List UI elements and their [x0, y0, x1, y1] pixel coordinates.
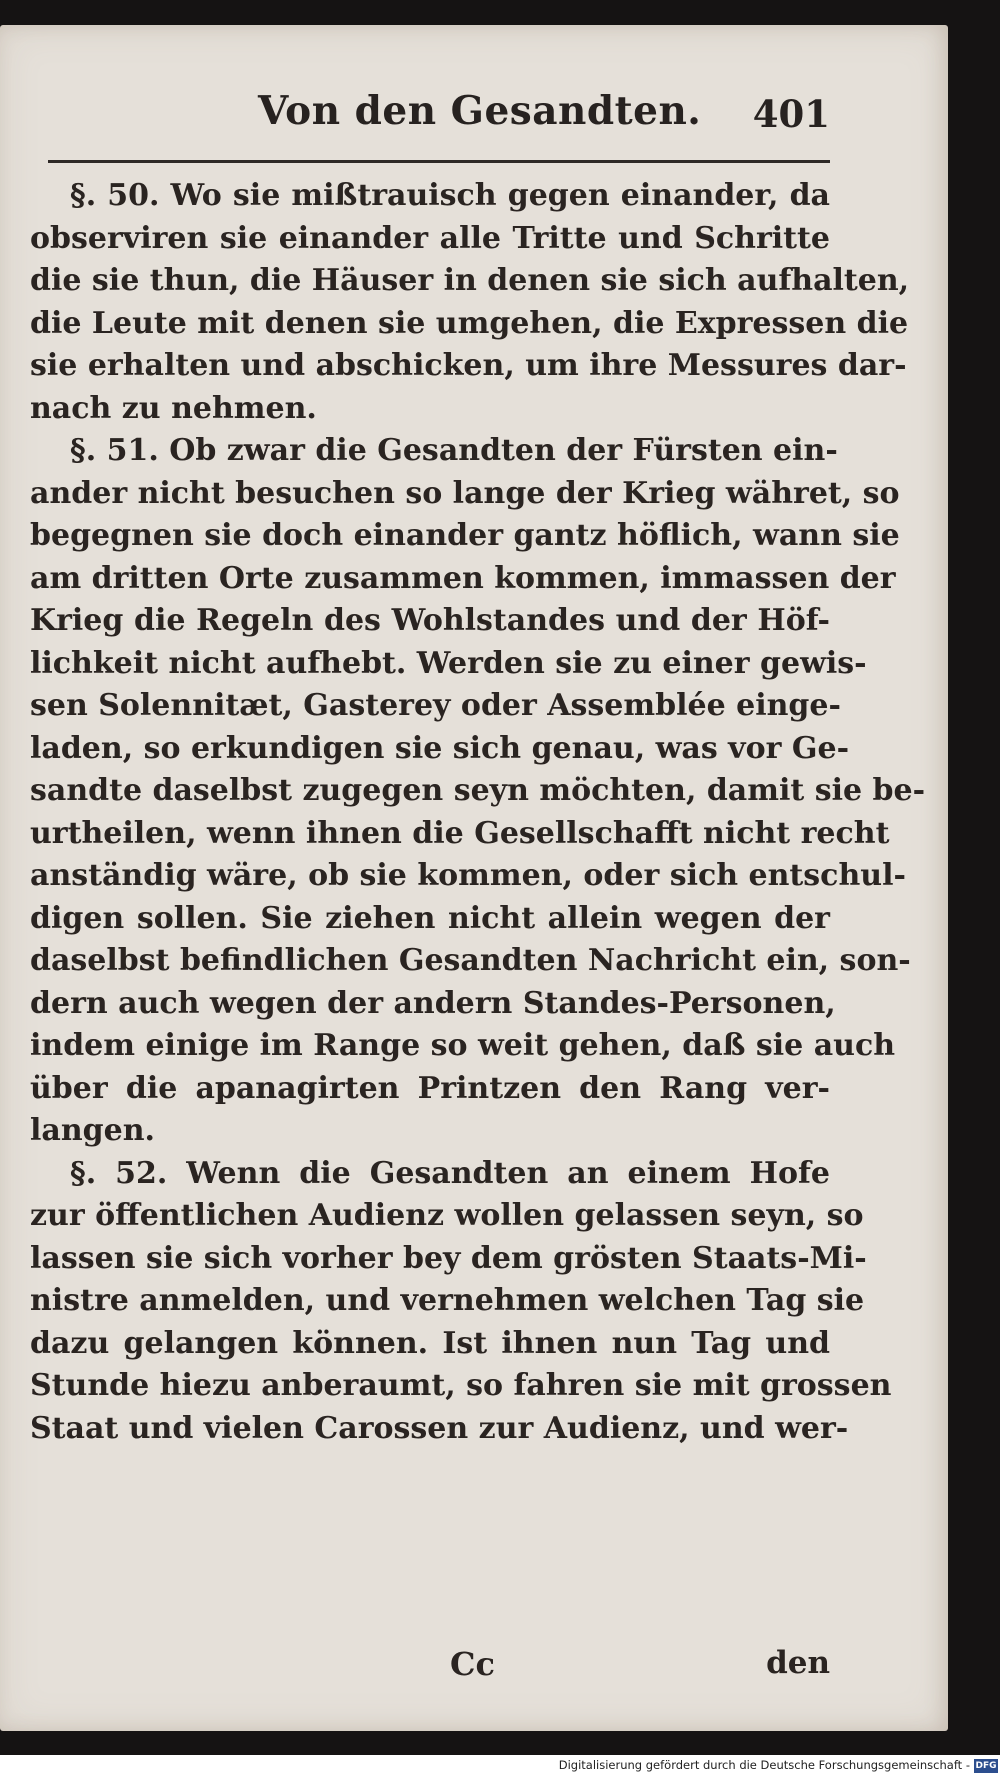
text-line: §. 52. Wenn die Gesandten an einem Hofe [70, 1155, 830, 1191]
text-line: Stunde hiezu anberaumt, so fahren sie mit grossen [30, 1368, 892, 1403]
funding-note: Digitalisierung gefördert durch die Deutsche Forschungsgemeinschaft - [558, 1758, 970, 1772]
text-line: die sie thun, die Häuser in denen sie sich aufhalten, [30, 263, 910, 298]
text-line: dern auch wegen der andern Standes-Personen, [30, 985, 836, 1021]
text-line: sen Solennitæt, Gasterey oder Assemblée einge- [30, 688, 841, 723]
dfg-logo-icon: DFG [975, 1761, 997, 1771]
text-line: dazu gelangen können. Ist ihnen nun Tag und [30, 1325, 830, 1361]
text-line: anständig wäre, ob sie kommen, oder sich entschul- [30, 858, 906, 893]
text-line: über die apanagirten Printzen den Rang ver- [30, 1070, 830, 1106]
text-line: die Leute mit denen sie umgehen, die Expressen die [30, 305, 909, 341]
text-line: langen. [30, 1113, 155, 1148]
text-line: sandte daselbst zugegen seyn möchten, damit sie be- [30, 773, 926, 808]
text-line: nistre anmelden, und vernehmen welchen Tag sie [30, 1283, 865, 1318]
text-line: nach zu nehmen. [30, 390, 317, 426]
text-line: urtheilen, wenn ihnen die Gesellschafft nicht recht [30, 815, 890, 851]
text-line: am dritten Orte zusammen kommen, immassen der [30, 560, 896, 596]
page-header [48, 78, 830, 154]
text-line: begegnen sie doch einander gantz höflich, wann sie [30, 518, 900, 553]
digitization-footer [0, 1755, 1000, 1777]
text-line: digen sollen. Sie ziehen nicht allein wegen der [30, 900, 830, 936]
page-number: 401 [752, 92, 830, 136]
text-line: §. 50. Wo sie mißtrauisch gegen einander, da [70, 178, 830, 213]
text-line: lichkeit nicht aufhebt. Werden sie zu einer gewis- [30, 645, 867, 681]
text-line: sie erhalten und abschicken, um ihre Messures dar- [30, 348, 907, 383]
paragraph-52 [30, 1153, 892, 1451]
text-line: §. 51. Ob zwar die Gesandten der Fürsten ein- [70, 433, 838, 468]
catchword: den [766, 1645, 830, 1681]
paragraph-50 [30, 175, 910, 430]
text-line: Staat und vielen Carossen zur Audienz, und wer- [30, 1410, 849, 1446]
text-line: lassen sie sich vorher bey dem grösten Staats-Mi- [30, 1240, 867, 1276]
running-title: Von den Gesandten. [258, 88, 702, 134]
text-line: Krieg die Regeln des Wohlstandes und der Höf- [30, 603, 830, 638]
text-line: ander nicht besuchen so lange der Krieg währet, so [30, 475, 900, 511]
text-line: laden, so erkundigen sie sich genau, was vor Ge- [30, 730, 850, 766]
body-text [30, 175, 926, 1683]
book-page [0, 25, 948, 1731]
text-line: indem einige im Range so weit gehen, daß sie auch [30, 1028, 896, 1063]
header-rule [48, 160, 830, 163]
page-footer-row [30, 1645, 830, 1691]
text-line: observiren sie einander alle Tritte und Schritte [30, 220, 830, 256]
paragraph-51 [30, 430, 926, 1153]
text-line: zur öffentlichen Audienz wollen gelassen seyn, so [30, 1198, 864, 1233]
signature-mark: Cc [450, 1645, 495, 1683]
text-line: daselbst befindlichen Gesandten Nachricht ein, son- [30, 943, 911, 978]
